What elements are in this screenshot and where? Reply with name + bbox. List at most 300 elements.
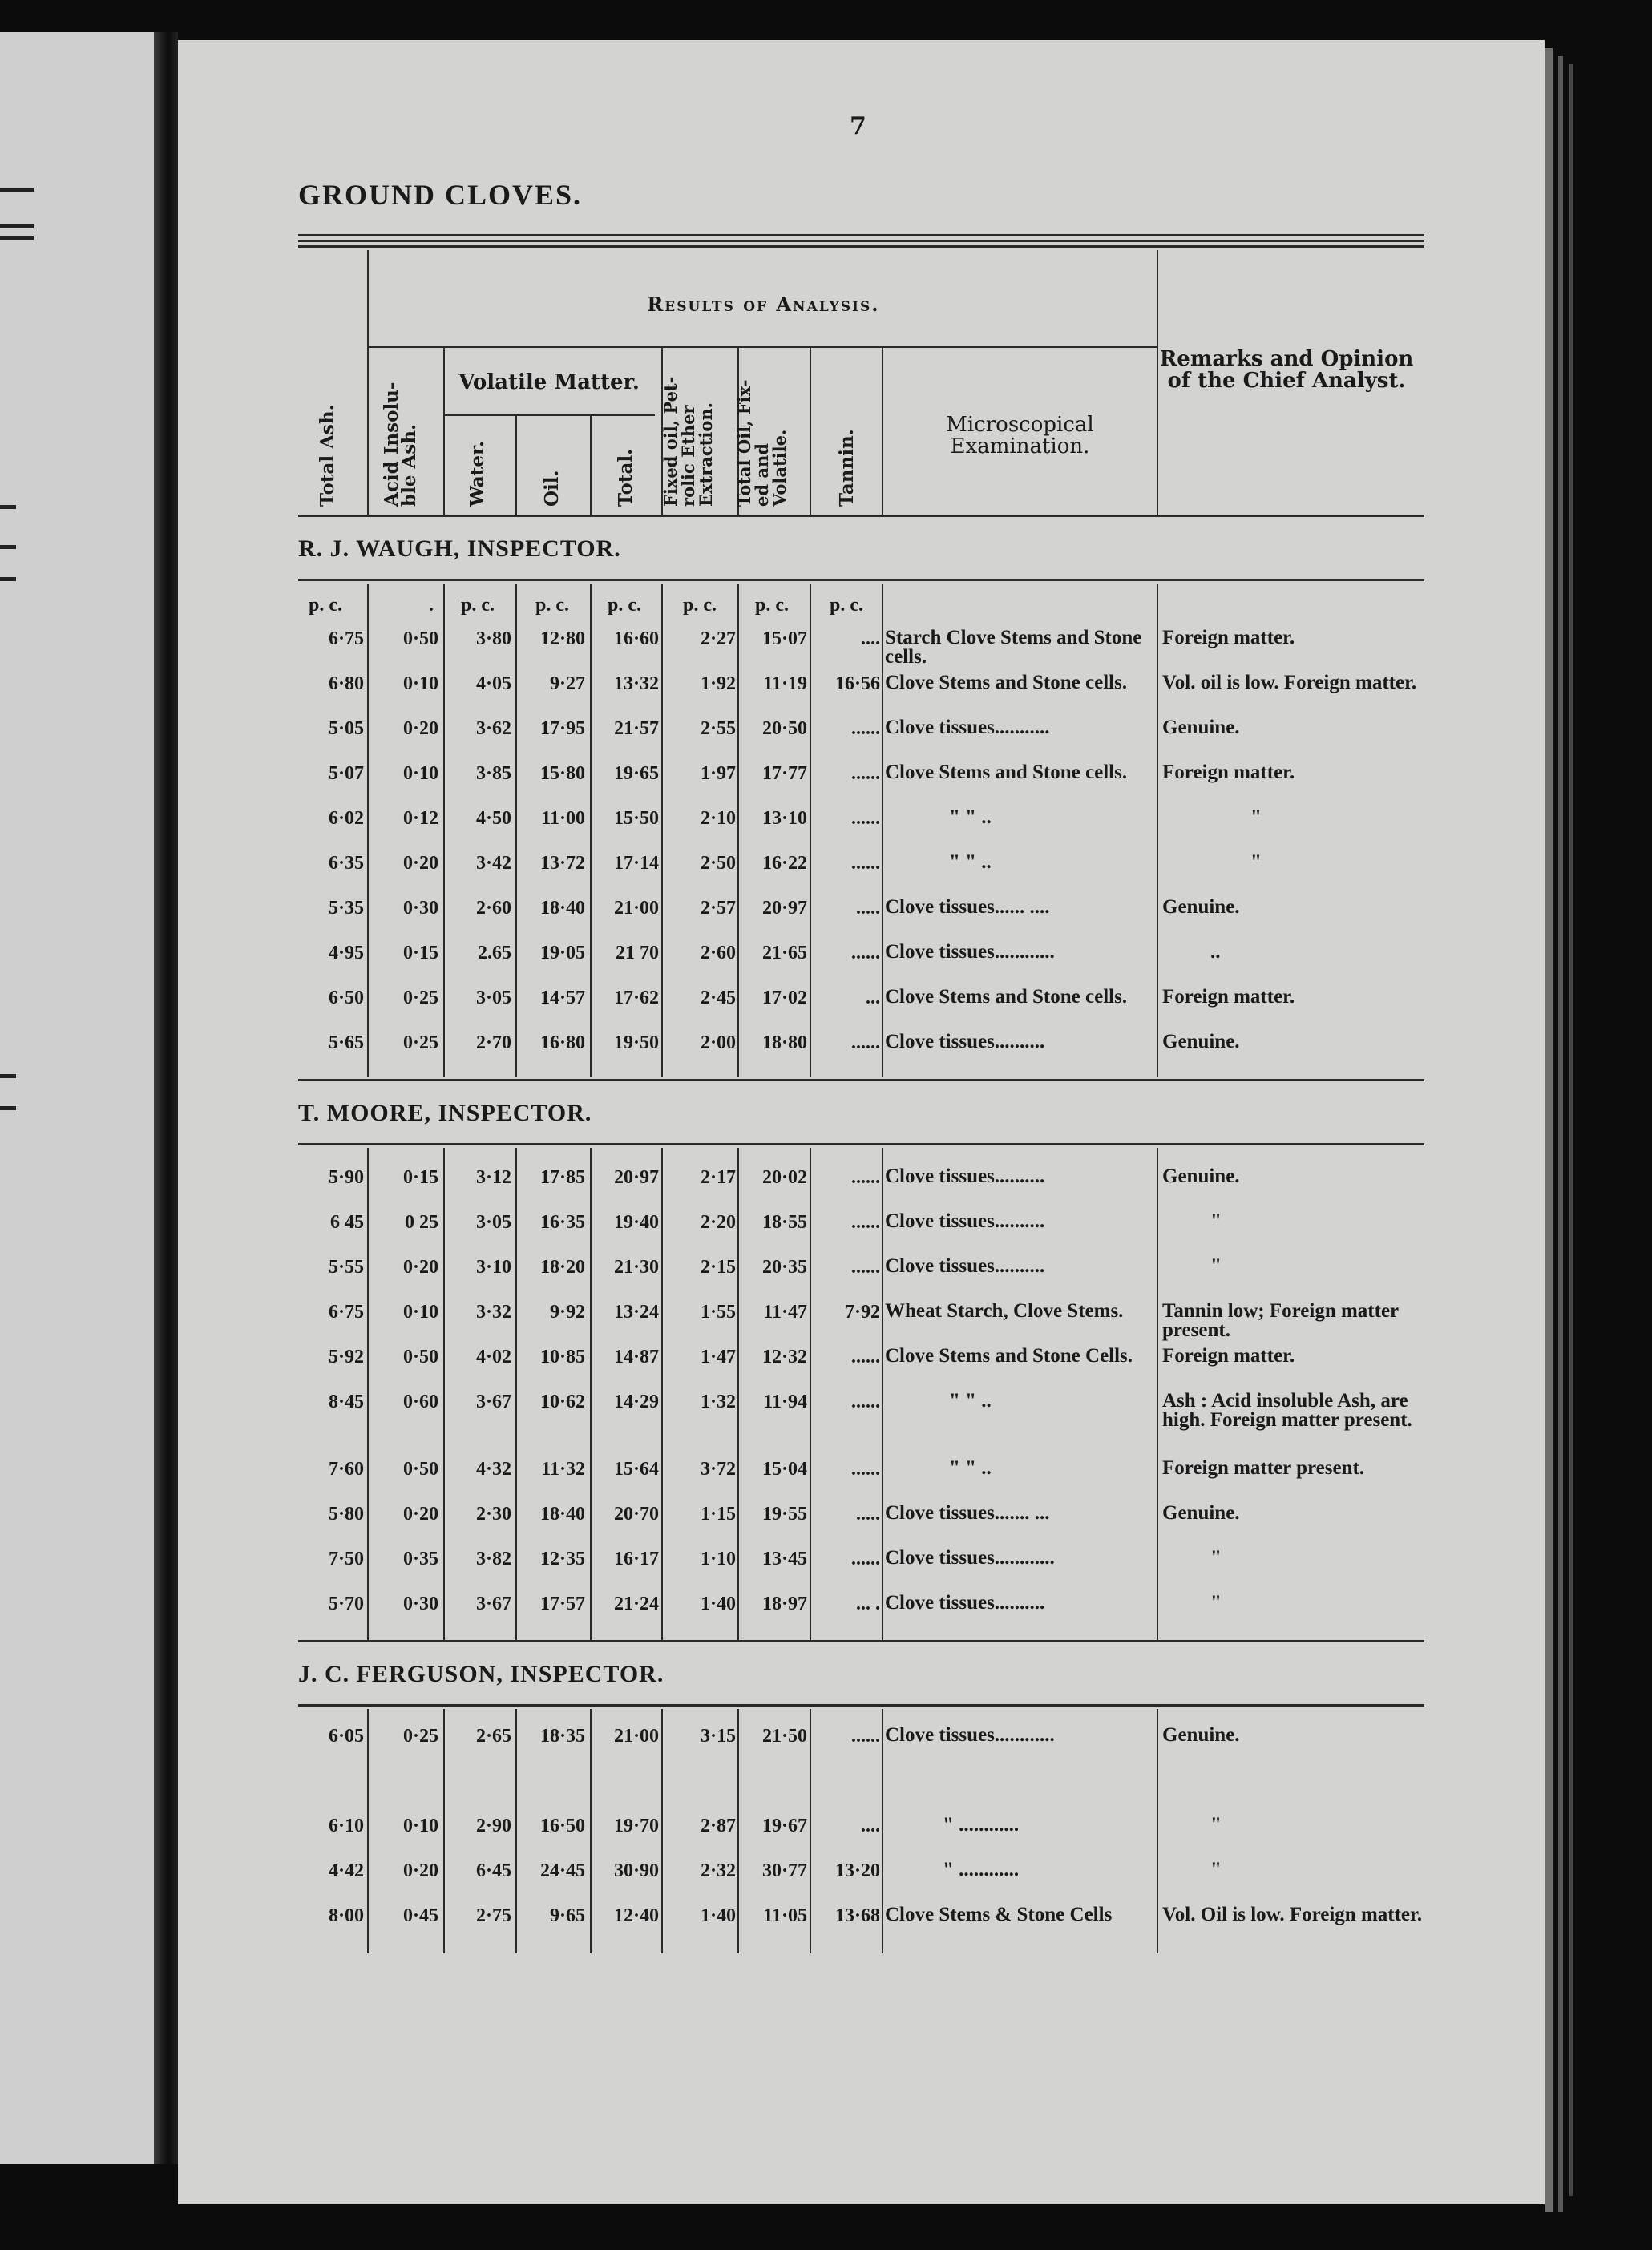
column-rule — [882, 1709, 883, 1953]
column-rule — [737, 584, 739, 1077]
microscopical-cell: Clove tissues............ — [885, 941, 1055, 963]
microscopical-cell: Clove tissues...... .... — [885, 896, 1050, 918]
table-top-rule — [298, 245, 1424, 248]
tannin-cell: 16·56 — [834, 673, 880, 694]
tannin-cell: ...... — [851, 1459, 880, 1480]
volatile-total-cell: 19·40 — [613, 1212, 659, 1233]
tannin-cell: ...... — [851, 1392, 880, 1412]
book-gutter — [154, 32, 178, 2164]
fixed-oil-cell: 1·40 — [700, 1594, 736, 1614]
fixed-oil-cell: 2·17 — [700, 1167, 736, 1188]
fixed-oil-cell: 1·15 — [700, 1504, 736, 1525]
fixed-oil-cell: 2·10 — [700, 808, 736, 829]
tannin-cell: ..... — [856, 898, 880, 919]
acid-insoluble-ash-cell: 0·20 — [402, 718, 438, 739]
total-ash-cell: 5·90 — [328, 1167, 364, 1188]
oil-cell: 11·00 — [541, 808, 585, 829]
microscopical-cell: Clove tissues.......... — [885, 1210, 1045, 1232]
column-rule — [367, 1148, 369, 1642]
microscopical-cell: Clove Stems and Stone cells. — [885, 672, 1128, 693]
microscopical-cell: Clove Stems and Stone cells. — [885, 761, 1128, 783]
volatile-total-cell: 13·32 — [613, 673, 659, 694]
oil-cell: 17·85 — [539, 1167, 585, 1188]
oil-cell: 11·32 — [541, 1459, 585, 1480]
section-inspector-ferguson: J. C. FERGUSON, INSPECTOR. — [298, 1661, 664, 1687]
microscopical-cell: " " .. — [949, 806, 992, 828]
acid-insoluble-ash-cell: 0·30 — [402, 1594, 438, 1614]
microscopical-cell: " " .. — [949, 851, 992, 873]
microscopical-cell: Clove Stems and Stone cells. — [885, 986, 1128, 1008]
microscopical-cell: Clove tissues.......... — [885, 1165, 1045, 1187]
total-ash-cell: 6·50 — [328, 988, 364, 1008]
total-ash-cell: 7·50 — [328, 1549, 364, 1569]
volatile-total-cell: 13·24 — [613, 1302, 659, 1323]
water-cell: 4·02 — [475, 1347, 511, 1367]
volatile-total-cell: 20·70 — [613, 1504, 659, 1525]
unit-label: p. c. — [608, 595, 641, 616]
col-fixed-oil-line2: rolic Ether — [678, 405, 698, 507]
acid-insoluble-ash-cell: 0·15 — [402, 1167, 438, 1188]
left-page-rule — [0, 236, 34, 240]
fixed-oil-cell: 1·47 — [700, 1347, 736, 1367]
tannin-cell: ...... — [851, 1167, 880, 1188]
col-total-oil-line3: Volatile. — [769, 429, 790, 507]
remarks-heading: Remarks and Opinion of the Chief Analyst. — [1159, 347, 1414, 393]
header-divider — [515, 414, 517, 515]
remark-cell: Genuine. — [1162, 1031, 1240, 1052]
column-rule — [661, 1148, 663, 1642]
acid-insoluble-ash-cell: 0·20 — [402, 1504, 438, 1525]
tannin-cell: ...... — [851, 1032, 880, 1053]
oil-cell: 16·35 — [539, 1212, 585, 1233]
acid-insoluble-ash-cell: 0·50 — [402, 1459, 438, 1480]
oil-cell: 19·05 — [539, 943, 585, 963]
microscopical-cell: " ............ — [943, 1814, 1020, 1836]
volatile-total-cell: 21 70 — [616, 943, 659, 963]
page-edge — [1545, 48, 1553, 2212]
fixed-oil-cell: 2·87 — [700, 1816, 736, 1836]
fixed-oil-cell: 2·00 — [700, 1032, 736, 1053]
acid-insoluble-ash-cell: 0·20 — [402, 853, 438, 874]
total-oil-cell: 20·35 — [761, 1257, 807, 1278]
total-oil-cell: 13·10 — [761, 808, 807, 829]
water-cell: 2·65 — [475, 1726, 511, 1747]
oil-cell: 13·72 — [539, 853, 585, 874]
volatile-matter-heading: Volatile Matter. — [458, 370, 640, 394]
fixed-oil-cell: 3·72 — [700, 1459, 736, 1480]
remark-cell: Ash : Acid insoluble Ash, are high. Foreign matter present. — [1162, 1390, 1412, 1431]
tannin-cell: ...... — [851, 1726, 880, 1747]
fixed-oil-cell: 2·55 — [700, 718, 736, 739]
unit-label: p. c. — [309, 595, 342, 616]
remark-cell: Foreign matter. — [1162, 986, 1295, 1008]
volatile-total-cell: 17·14 — [613, 853, 659, 874]
microscopical-heading: Microscopical Examination. — [946, 413, 1094, 458]
acid-insoluble-ash-cell: 0·12 — [402, 808, 438, 829]
section-rule — [298, 1704, 1424, 1707]
fixed-oil-cell: 1·40 — [700, 1905, 736, 1926]
unit-label: p. c. — [461, 595, 495, 616]
total-oil-cell: 19·55 — [761, 1504, 807, 1525]
page-title: GROUND CLOVES. — [298, 179, 583, 211]
fixed-oil-cell: 2·20 — [700, 1212, 736, 1233]
tannin-cell: 13·68 — [834, 1905, 880, 1926]
column-rule — [367, 584, 369, 1077]
microscopical-cell: " " .. — [949, 1390, 992, 1412]
total-ash-cell: 5·80 — [328, 1504, 364, 1525]
volatile-total-cell: 16·60 — [613, 628, 659, 649]
unit-label: p. c. — [535, 595, 569, 616]
remark-cell: " — [1250, 851, 1262, 873]
unit-label: p. c. — [683, 595, 717, 616]
page-edge — [1569, 64, 1573, 2196]
total-ash-cell: 5·07 — [328, 763, 364, 784]
fixed-oil-cell: 3·15 — [700, 1726, 736, 1747]
left-page-rule — [0, 545, 16, 549]
total-ash-cell: 5·92 — [328, 1347, 364, 1367]
remark-cell: Genuine. — [1162, 896, 1240, 918]
microscopical-cell: Starch Clove Stems and Stone cells. — [885, 627, 1142, 668]
section-rule — [298, 1079, 1424, 1081]
tannin-cell: .... — [861, 1816, 880, 1836]
total-ash-cell: 5·05 — [328, 718, 364, 739]
total-ash-cell: 5·35 — [328, 898, 364, 919]
oil-cell: 9·92 — [549, 1302, 585, 1323]
oil-cell: 16·80 — [539, 1032, 585, 1053]
total-ash-cell: 6·75 — [328, 1302, 364, 1323]
page-edge — [1558, 56, 1563, 2212]
remark-cell: Foreign matter. — [1162, 1345, 1295, 1367]
results-underline — [369, 346, 1158, 348]
microscopical-cell: Clove tissues............ — [885, 1547, 1055, 1569]
tannin-cell: ...... — [851, 1549, 880, 1569]
total-ash-cell: 6·80 — [328, 673, 364, 694]
col-tannin: Tannin. — [836, 429, 858, 507]
unit-label: p. c. — [830, 595, 863, 616]
acid-insoluble-ash-cell: 0·20 — [402, 1860, 438, 1881]
column-rule — [661, 584, 663, 1077]
tannin-cell: ...... — [851, 1257, 880, 1278]
oil-cell: 18·20 — [539, 1257, 585, 1278]
col-oil: Oil. — [541, 470, 563, 507]
microscopical-cell: Clove tissues.......... — [885, 1255, 1045, 1277]
acid-insoluble-ash-cell: 0·50 — [402, 628, 438, 649]
tannin-cell: 13·20 — [834, 1860, 880, 1881]
fixed-oil-cell: 1·10 — [700, 1549, 736, 1569]
microscopical-cell: " ............ — [943, 1859, 1020, 1880]
left-page-rule — [0, 577, 16, 581]
microscopical-cell: Clove Stems and Stone Cells. — [885, 1345, 1133, 1367]
oil-cell: 16·50 — [539, 1816, 585, 1836]
col-total-oil-line2: ed and — [752, 443, 772, 507]
col-fixed-oil-line1: Fixed oil, Pet- — [660, 376, 681, 507]
total-oil-cell: 20·50 — [761, 718, 807, 739]
left-page-rule — [0, 224, 34, 228]
volatile-total-cell: 12·40 — [613, 1905, 659, 1926]
oil-cell: 15·80 — [539, 763, 585, 784]
oil-cell: 12·35 — [539, 1549, 585, 1569]
total-oil-cell: 21·50 — [761, 1726, 807, 1747]
microscopical-cell: Clove Stems & Stone Cells — [885, 1904, 1113, 1925]
remark-cell: " — [1210, 1210, 1222, 1232]
remark-cell: Vol. oil is low. Foreign matter. — [1162, 672, 1417, 693]
water-cell: 3·85 — [475, 763, 511, 784]
water-cell: 3·67 — [475, 1392, 511, 1412]
microscopical-cell: Clove tissues....... ... — [885, 1502, 1050, 1524]
volatile-total-cell: 19·65 — [613, 763, 659, 784]
total-oil-cell: 18·55 — [761, 1212, 807, 1233]
volatile-total-cell: 21·00 — [613, 1726, 659, 1747]
acid-insoluble-ash-cell: 0·25 — [402, 988, 438, 1008]
total-oil-cell: 19·67 — [761, 1816, 807, 1836]
remark-cell: Vol. Oil is low. Foreign matter. — [1162, 1904, 1423, 1925]
water-cell: 6·45 — [475, 1860, 511, 1881]
water-cell: 3·42 — [475, 853, 511, 874]
oil-cell: 24·45 — [539, 1860, 585, 1881]
total-ash-cell: 8·00 — [328, 1905, 364, 1926]
section-inspector-waugh: R. J. WAUGH, INSPECTOR. — [298, 535, 621, 562]
microscopical-cell: Clove tissues.......... — [885, 1592, 1045, 1614]
volatile-total-cell: 21·57 — [613, 718, 659, 739]
column-rule — [1157, 1709, 1158, 1953]
col-acid-insoluble-line2: ble Ash. — [398, 424, 420, 507]
oil-cell: 18·35 — [539, 1726, 585, 1747]
total-ash-cell: 6·75 — [328, 628, 364, 649]
total-ash-cell: 5·65 — [328, 1032, 364, 1053]
left-facing-page — [0, 32, 154, 2164]
acid-insoluble-ash-cell: 0·10 — [402, 1816, 438, 1836]
header-divider — [590, 414, 592, 515]
col-acid-insoluble-line1: Acid Insolu- — [381, 382, 402, 507]
total-ash-cell: 6·35 — [328, 853, 364, 874]
section-rule — [298, 1640, 1424, 1642]
unit-label: p. c. — [755, 595, 789, 616]
fixed-oil-cell: 2·60 — [700, 943, 736, 963]
water-cell: 3·80 — [475, 628, 511, 649]
total-oil-cell: 13·45 — [761, 1549, 807, 1569]
tannin-cell: ... . — [856, 1594, 880, 1614]
unit-label: . — [429, 595, 434, 616]
left-page-rule — [0, 505, 16, 509]
microscopical-cell: Clove tissues........... — [885, 717, 1050, 738]
column-rule — [737, 1148, 739, 1642]
fixed-oil-cell: 2·57 — [700, 898, 736, 919]
total-oil-cell: 11·19 — [763, 673, 807, 694]
tannin-cell: ...... — [851, 943, 880, 963]
water-cell: 4·50 — [475, 808, 511, 829]
remark-cell: Genuine. — [1162, 717, 1240, 738]
oil-cell: 14·57 — [539, 988, 585, 1008]
oil-cell: 9·27 — [549, 673, 585, 694]
total-oil-cell: 17·77 — [761, 763, 807, 784]
remark-cell: " — [1210, 1547, 1222, 1569]
oil-cell: 18·40 — [539, 1504, 585, 1525]
acid-insoluble-ash-cell: 0·10 — [402, 673, 438, 694]
total-ash-cell: 4·42 — [328, 1860, 364, 1881]
acid-insoluble-ash-cell: 0·10 — [402, 1302, 438, 1323]
total-oil-cell: 17·02 — [761, 988, 807, 1008]
water-cell: 4·05 — [475, 673, 511, 694]
water-cell: 3·62 — [475, 718, 511, 739]
volatile-total-cell: 19·50 — [613, 1032, 659, 1053]
remark-cell: Foreign matter. — [1162, 627, 1295, 648]
fixed-oil-cell: 2·15 — [700, 1257, 736, 1278]
fixed-oil-cell: 2·32 — [700, 1860, 736, 1881]
acid-insoluble-ash-cell: 0·20 — [402, 1257, 438, 1278]
left-page-rule — [0, 1074, 16, 1078]
tannin-cell: ...... — [851, 808, 880, 829]
fixed-oil-cell: 2·27 — [700, 628, 736, 649]
remark-cell: " — [1210, 1255, 1222, 1277]
remark-cell: Genuine. — [1162, 1724, 1240, 1746]
remark-cell: Foreign matter present. — [1162, 1457, 1365, 1479]
water-cell: 3·12 — [475, 1167, 511, 1188]
total-oil-cell: 30·77 — [761, 1860, 807, 1881]
header-divider — [367, 250, 369, 515]
volatile-total-cell: 19·70 — [613, 1816, 659, 1836]
water-cell: 2.65 — [478, 943, 511, 963]
page-number: 7 — [850, 112, 866, 140]
total-oil-cell: 11·94 — [763, 1392, 807, 1412]
oil-cell: 12·80 — [539, 628, 585, 649]
volatile-total-cell: 21·30 — [613, 1257, 659, 1278]
fixed-oil-cell: 1·92 — [700, 673, 736, 694]
column-rule — [1157, 584, 1158, 1077]
tannin-cell: 7·92 — [844, 1302, 880, 1323]
water-cell: 2·90 — [475, 1816, 511, 1836]
total-ash-cell: 6·10 — [328, 1816, 364, 1836]
total-oil-cell: 15·04 — [761, 1459, 807, 1480]
column-rule — [1157, 1148, 1158, 1642]
acid-insoluble-ash-cell: 0·25 — [402, 1032, 438, 1053]
total-ash-cell: 7·60 — [328, 1459, 364, 1480]
water-cell: 3·67 — [475, 1594, 511, 1614]
acid-insoluble-ash-cell: 0·25 — [402, 1726, 438, 1747]
fixed-oil-cell: 1·97 — [700, 763, 736, 784]
total-oil-cell: 20·97 — [761, 898, 807, 919]
header-divider — [810, 348, 811, 515]
column-rule — [367, 1709, 369, 1953]
fixed-oil-cell: 2·50 — [700, 853, 736, 874]
volatile-total-cell: 21·00 — [613, 898, 659, 919]
volatile-total-cell: 15·50 — [613, 808, 659, 829]
section-rule — [298, 579, 1424, 581]
volatile-total-cell: 30·90 — [613, 1860, 659, 1881]
column-rule — [882, 584, 883, 1077]
fixed-oil-cell: 1·32 — [700, 1392, 736, 1412]
remark-cell: " — [1210, 1592, 1222, 1614]
acid-insoluble-ash-cell: 0·60 — [402, 1392, 438, 1412]
column-rule — [882, 1148, 883, 1642]
volatile-total-cell: 14·29 — [613, 1392, 659, 1412]
total-oil-cell: 11·05 — [763, 1905, 807, 1926]
col-fixed-oil-line3: Extraction. — [696, 402, 716, 507]
total-oil-cell: 20·02 — [761, 1167, 807, 1188]
total-oil-cell: 18·80 — [761, 1032, 807, 1053]
acid-insoluble-ash-cell: 0 25 — [405, 1212, 438, 1233]
tannin-cell: .... — [861, 628, 880, 649]
total-ash-cell: 8·45 — [328, 1392, 364, 1412]
total-ash-cell: 5·70 — [328, 1594, 364, 1614]
microscopical-cell: Clove tissues............ — [885, 1724, 1055, 1746]
acid-insoluble-ash-cell: 0·45 — [402, 1905, 438, 1926]
remark-cell: Tannin low; Foreign matter present. — [1162, 1300, 1399, 1341]
table-top-rule — [298, 234, 1424, 236]
remark-cell: Genuine. — [1162, 1502, 1240, 1524]
volatile-total-cell: 17·62 — [613, 988, 659, 1008]
water-cell: 3·82 — [475, 1549, 511, 1569]
total-ash-cell: 6 45 — [330, 1212, 364, 1233]
col-water: Water. — [467, 440, 488, 507]
remark-cell: " — [1210, 1859, 1222, 1880]
total-ash-cell: 6·02 — [328, 808, 364, 829]
oil-cell: 10·62 — [539, 1392, 585, 1412]
tannin-cell: ... — [866, 988, 880, 1008]
remark-cell: " — [1210, 1814, 1222, 1836]
volatile-total-cell: 14·87 — [613, 1347, 659, 1367]
col-total: Total. — [615, 448, 636, 507]
microscopical-cell: Wheat Starch, Clove Stems. — [885, 1300, 1124, 1322]
total-ash-cell: 5·55 — [328, 1257, 364, 1278]
microscopical-cell: " " .. — [949, 1457, 992, 1479]
total-oil-cell: 15·07 — [761, 628, 807, 649]
total-oil-cell: 21·65 — [761, 943, 807, 963]
table-top-rule — [298, 240, 1424, 242]
left-page-rule — [0, 1106, 16, 1110]
oil-cell: 17·57 — [539, 1594, 585, 1614]
remark-cell: .. — [1210, 941, 1221, 963]
total-oil-cell: 18·97 — [761, 1594, 807, 1614]
volatile-total-cell: 16·17 — [613, 1549, 659, 1569]
total-oil-cell: 16·22 — [761, 853, 807, 874]
acid-insoluble-ash-cell: 0·35 — [402, 1549, 438, 1569]
header-bottom-rule — [298, 515, 1424, 517]
water-cell: 2·30 — [475, 1504, 511, 1525]
total-oil-cell: 11·47 — [763, 1302, 807, 1323]
fixed-oil-cell: 2·45 — [700, 988, 736, 1008]
water-cell: 3·32 — [475, 1302, 511, 1323]
oil-cell: 10·85 — [539, 1347, 585, 1367]
total-ash-cell: 4·95 — [328, 943, 364, 963]
acid-insoluble-ash-cell: 0·50 — [402, 1347, 438, 1367]
oil-cell: 18·40 — [539, 898, 585, 919]
tannin-cell: ...... — [851, 763, 880, 784]
section-rule — [298, 1143, 1424, 1145]
oil-cell: 9·65 — [549, 1905, 585, 1926]
oil-cell: 17·95 — [539, 718, 585, 739]
tannin-cell: ...... — [851, 1347, 880, 1367]
tannin-cell: ...... — [851, 718, 880, 739]
section-inspector-moore: T. MOORE, INSPECTOR. — [298, 1100, 592, 1126]
remark-cell: " — [1250, 806, 1262, 828]
acid-insoluble-ash-cell: 0·15 — [402, 943, 438, 963]
water-cell: 3·10 — [475, 1257, 511, 1278]
total-ash-cell: 6·05 — [328, 1726, 364, 1747]
acid-insoluble-ash-cell: 0·10 — [402, 763, 438, 784]
left-page-rule — [0, 188, 34, 192]
tannin-cell: ..... — [856, 1504, 880, 1525]
results-of-analysis-heading: Results of Analysis. — [647, 293, 880, 316]
water-cell: 3·05 — [475, 1212, 511, 1233]
microscopical-cell: Clove tissues.......... — [885, 1031, 1045, 1052]
col-total-oil-line1: Total Oil, Fix- — [734, 379, 754, 507]
volatile-total-cell: 15·64 — [613, 1459, 659, 1480]
tannin-cell: ...... — [851, 1212, 880, 1233]
water-cell: 2·60 — [475, 898, 511, 919]
volatile-total-cell: 21·24 — [613, 1594, 659, 1614]
remark-cell: Foreign matter. — [1162, 761, 1295, 783]
column-rule — [661, 1709, 663, 1953]
